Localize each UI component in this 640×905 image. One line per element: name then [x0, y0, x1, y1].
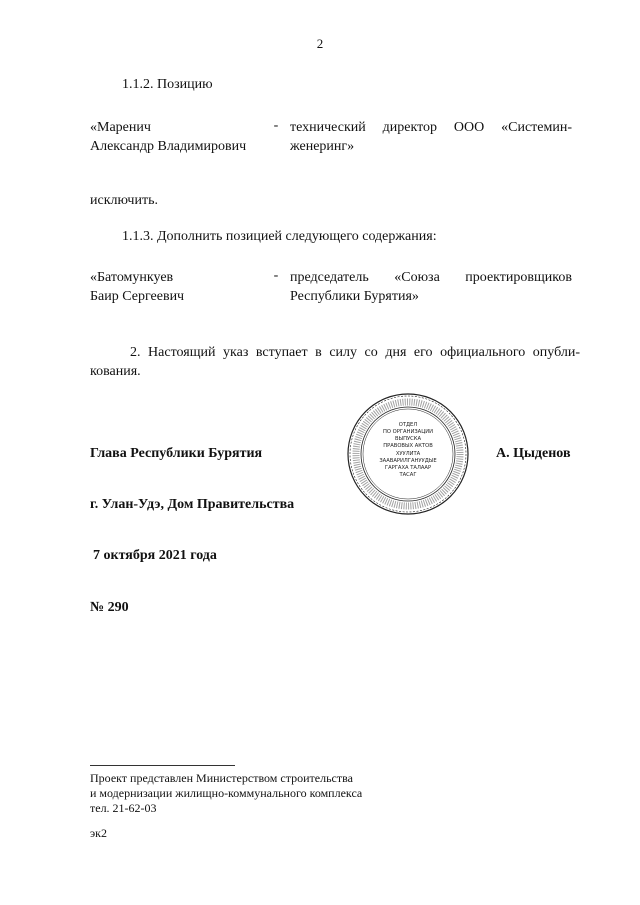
item-2-paragraph [90, 343, 580, 381]
footnote-divider [90, 765, 235, 766]
place-of-signing: г. Улан-Удэ, Дом Правительства [90, 497, 295, 512]
seal-line-6: ЗААВАРИЛГАНУУДЫЕ [379, 458, 437, 464]
seal-line-4: ПРАВОВЫХ АКТОВ [383, 443, 433, 449]
footnote-line3: тел. 21-62-03 [90, 801, 157, 815]
item-1-1-3-heading: 1.1.3. Дополнить позицией следующего содержания: [122, 229, 437, 244]
document-number: № 290 [90, 600, 129, 615]
signatory-name: А. Цыденов [496, 446, 571, 461]
item-2-line2: кования. [90, 364, 141, 379]
document-code: эк2 [90, 826, 107, 840]
removed-person-desc-line2: женеринг» [290, 139, 355, 154]
seal-line-3: ВЫПУСКА [394, 436, 422, 442]
page-number: 2 [316, 36, 324, 51]
added-person-description [290, 268, 572, 306]
seal-line-5: ХУУЛИТА [395, 451, 421, 457]
removed-person-dash: - [273, 118, 279, 133]
signatory-position: Глава Республики Бурятия [90, 446, 263, 461]
added-person-desc-line2: Республики Бурятия» [290, 289, 419, 304]
added-person-name-line2: Баир Сергеевич [90, 289, 185, 304]
removed-person-desc-line1: технический директор ООО «Системин- [290, 120, 572, 135]
footnote-line2: и модернизации жилищно-коммунального комплекса [90, 786, 363, 800]
removed-person-name [90, 118, 280, 156]
footnote [90, 771, 362, 816]
removed-person-name-line1: «Маренич [90, 120, 151, 135]
added-person-name-line1: «Батомункуев [90, 270, 174, 285]
seal-line-1: ОТДЕЛ [398, 422, 418, 428]
official-seal [346, 392, 470, 516]
item-2-line1: 2. Настоящий указ вступает в силу со дня его официального опубли- [130, 345, 580, 360]
document-date: 7 октября 2021 года [93, 548, 217, 563]
removed-person-description [290, 118, 572, 156]
added-person-name [90, 268, 280, 306]
removed-person-name-line2: Александр Владимирович [90, 139, 247, 154]
item-1-1-2-heading: 1.1.2. Позицию [122, 77, 213, 92]
added-person-dash: - [273, 268, 279, 283]
seal-line-8: ТАСАГ [399, 472, 417, 478]
item-1-1-2-action: исключить. [90, 193, 158, 208]
seal-line-2: ПО ОРГАНИЗАЦИИ [382, 429, 434, 435]
seal-line-7: ГАРГАХА ТАЛААР [384, 465, 432, 471]
footnote-line1: Проект представлен Министерством строительства [90, 771, 353, 785]
added-person-desc-line1: председатель «Союза проектировщиков [290, 270, 572, 285]
